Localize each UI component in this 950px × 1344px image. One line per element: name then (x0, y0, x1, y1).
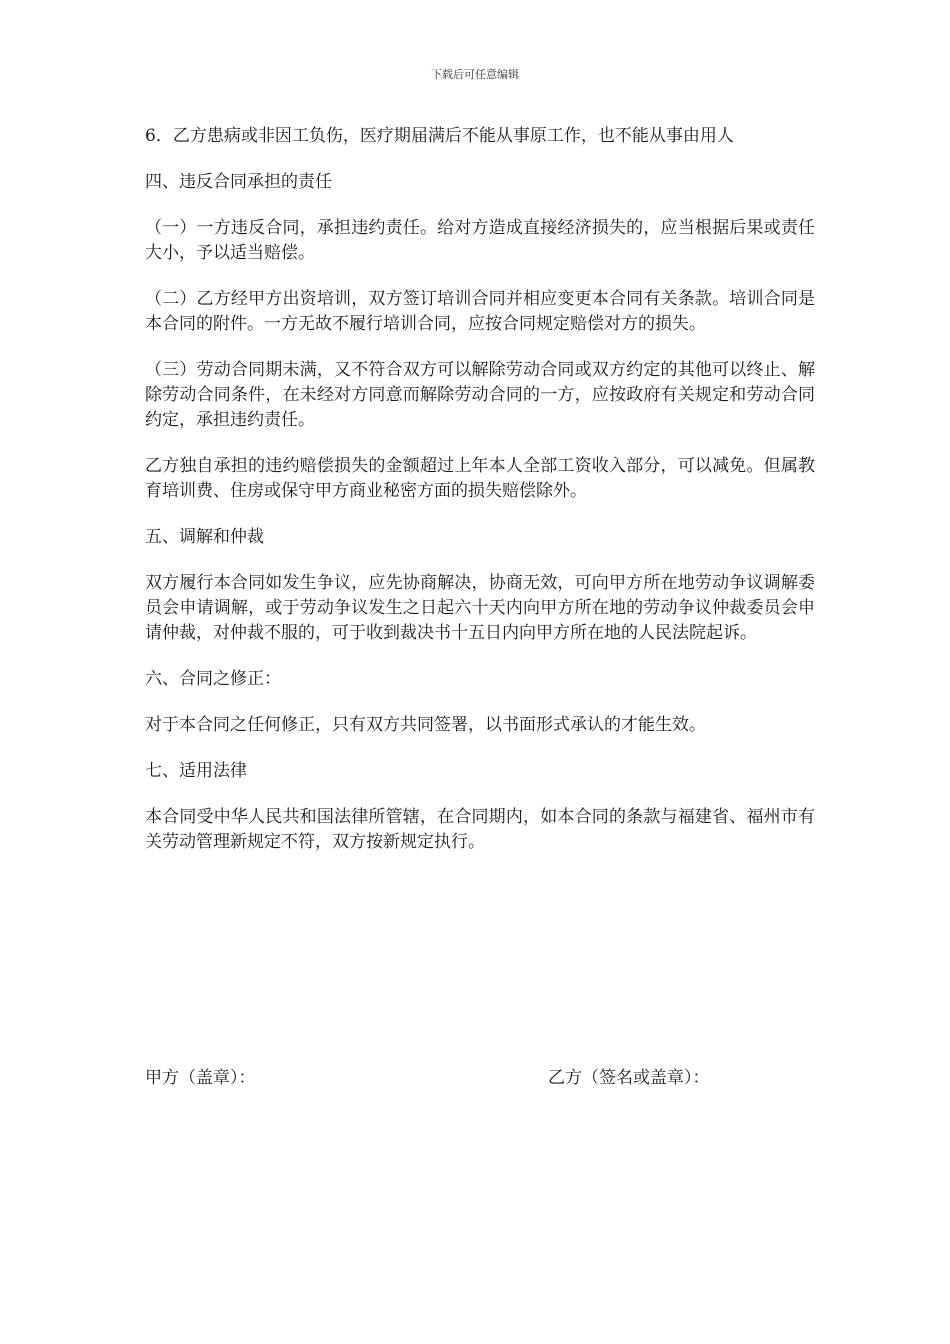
compensation-limit-text: 乙方独自承担的违约赔偿损失的金额超过上年本人全部工资收入部分，可以减免。但属教育培训费、住房或保守甲方商业秘密方面的损失赔偿除外。 (145, 456, 815, 501)
amendment-text: 对于本合同之任何修正，只有双方共同签署，以书面形式承认的才能生效。 (145, 715, 706, 735)
breach-clause-1: （一）一方违反合同，承担违约责任。给对方造成直接经济损失的，应当根据后果或责任大小，予以适当赔偿。 (145, 218, 815, 263)
party-b-signature-label: 乙方（签名或盖章）： (548, 1068, 710, 1088)
section-heading-breach: 四、违反合同承担的责任 (145, 172, 332, 192)
governing-law-text: 本合同受中华人民共和国法律所管辖，在合同期内，如本合同的条款与福建省、福州市有关劳动管理新规定不符，双方按新规定执行。 (145, 807, 815, 852)
section-heading-mediation: 五、调解和仲裁 (145, 527, 264, 547)
section-heading-law: 七、适用法律 (145, 761, 247, 781)
breach-clause-3: （三）劳动合同期未满，又不符合双方可以解除劳动合同或双方约定的其他可以终止、解除劳动合同条件，在未经对方同意而解除劳动合同的一方，应按政府有关规定和劳动合同约定，承担违约责任。 (145, 360, 815, 430)
contract-body (145, 124, 815, 876)
mediation-text: 双方履行本合同如发生争议，应先协商解决，协商无效，可向甲方所在地劳动争议调解委员会申请调解，或于劳动争议发生之日起六十天内向甲方所在地的劳动争议仲裁委员会申请仲裁，对仲裁不服的，可于收到裁决书十五日内向甲方所在地的人民法院起诉。 (145, 573, 815, 643)
party-a-signature-label: 甲方（盖章）： (145, 1068, 256, 1088)
breach-clause-2: （二）乙方经甲方出资培训，双方签订培训合同并相应变更本合同有关条款。培训合同是本合同的附件。一方无故不履行培训合同，应按合同规定赔偿对方的损失。 (145, 289, 815, 334)
clause-6-text: 6．乙方患病或非因工负伤，医疗期届满后不能从事原工作，也不能从事由用人 (145, 126, 734, 146)
header-note: 下载后可任意编辑 (431, 68, 519, 81)
section-heading-amendment: 六、合同之修正： (145, 669, 281, 689)
